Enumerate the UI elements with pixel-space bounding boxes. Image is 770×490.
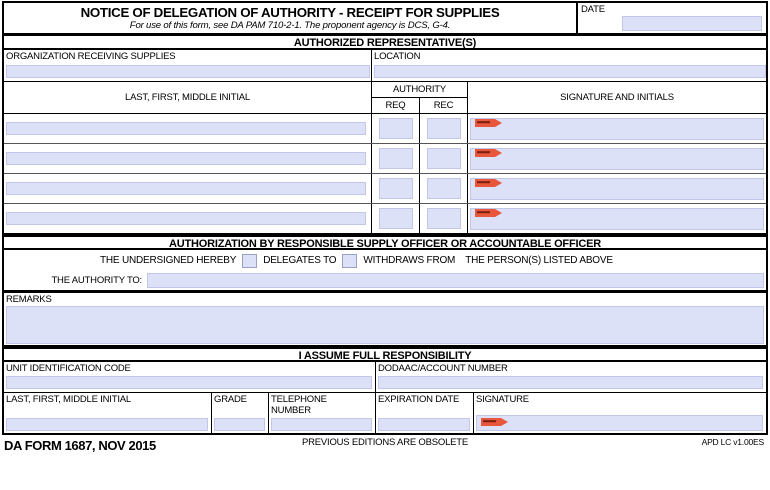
signer-name-label: LAST, FIRST, MIDDLE INITIAL <box>6 394 131 405</box>
row-signature-cell <box>468 144 766 173</box>
uic-label: UNIT IDENTIFICATION CODE <box>6 363 131 374</box>
form-title-bar <box>2 1 768 35</box>
withdraws-checkbox[interactable] <box>342 254 357 268</box>
responsibility-body <box>2 362 768 435</box>
row-signature-input[interactable] <box>470 118 764 140</box>
remarks-input[interactable] <box>6 306 764 344</box>
signature-field-wrap <box>470 118 764 140</box>
signature-tag-icon[interactable] <box>475 179 502 187</box>
row-signature-input[interactable] <box>470 208 764 230</box>
table-row <box>4 114 766 144</box>
authority-to-input[interactable] <box>147 273 764 288</box>
grade-cell <box>212 393 269 433</box>
dodaac-cell <box>376 362 766 392</box>
organization-cell <box>4 50 372 82</box>
row-rec-cell <box>420 144 468 173</box>
row-req-cell <box>372 204 420 233</box>
row-signature-cell <box>468 174 766 203</box>
authority-column-group <box>372 82 468 114</box>
row-name-input[interactable] <box>6 212 366 225</box>
expiration-date-input[interactable] <box>378 418 470 431</box>
row-rec-cell <box>420 174 468 203</box>
section-responsibility: I ASSUME FULL RESPONSIBILITY <box>2 347 768 362</box>
uic-cell <box>4 362 376 392</box>
grade-label: GRADE <box>214 394 247 405</box>
date-field-group <box>578 3 766 33</box>
signer-name-input[interactable] <box>6 418 208 431</box>
row-req-input[interactable] <box>379 178 413 199</box>
location-input[interactable] <box>374 65 766 78</box>
page-title: NOTICE OF DELEGATION OF AUTHORITY - RECEIPT FOR SUPPLIES <box>80 5 500 20</box>
undersigned-text: THE UNDERSIGNED HEREBY <box>100 255 237 266</box>
row-rec-cell <box>420 204 468 233</box>
expiration-date-cell <box>376 393 474 433</box>
uic-input[interactable] <box>6 376 372 389</box>
withdraws-label: WITHDRAWS FROM <box>363 255 456 266</box>
row-signature-cell <box>468 204 766 233</box>
page-subtitle: For use of this form, see DA PAM 710-2-1. The proponent agency is DCS, G-4. <box>129 20 451 31</box>
row-name-cell <box>4 144 372 173</box>
row-req-input[interactable] <box>379 208 413 229</box>
authority-to-label: THE AUTHORITY TO: <box>51 275 142 286</box>
location-label: LOCATION <box>374 51 421 62</box>
section-authorized-representatives: AUTHORIZED REPRESENTATIVE(S) <box>2 35 768 50</box>
location-cell <box>372 50 766 82</box>
signature-field-wrap <box>470 208 764 230</box>
row-req-cell <box>372 174 420 203</box>
signature-tag-icon[interactable] <box>475 149 502 157</box>
authority-to-row <box>4 271 766 290</box>
row-name-input[interactable] <box>6 152 366 165</box>
signature-field-wrap <box>470 178 764 200</box>
persons-listed-text: THE PERSON(S) LISTED ABOVE <box>465 255 613 266</box>
table-row <box>4 144 766 174</box>
section-authorization: AUTHORIZATION BY RESPONSIBLE SUPPLY OFFICER OR ACCOUNTABLE OFFICER <box>2 235 768 250</box>
signer-signature-input[interactable] <box>476 415 763 431</box>
obsolete-note: PREVIOUS EDITIONS ARE OBSOLETE <box>301 437 469 448</box>
org-location-table <box>2 50 768 82</box>
signer-name-cell <box>4 393 212 433</box>
date-input[interactable] <box>622 16 762 31</box>
table-row <box>4 204 766 233</box>
dodaac-label: DODAAC/ACCOUNT NUMBER <box>378 363 508 374</box>
delegates-checkbox[interactable] <box>242 254 257 268</box>
row-req-cell <box>372 144 420 173</box>
column-header-name: LAST, FIRST, MIDDLE INITIAL <box>4 82 372 114</box>
row-name-cell <box>4 114 372 143</box>
telephone-cell <box>269 393 376 433</box>
table-row <box>4 174 766 204</box>
representatives-table-header <box>2 82 768 114</box>
signature-tag-icon[interactable] <box>481 418 508 426</box>
row-rec-cell <box>420 114 468 143</box>
form-footer <box>2 435 768 453</box>
row-req-input[interactable] <box>379 148 413 169</box>
row-rec-input[interactable] <box>427 118 461 139</box>
row-name-cell <box>4 204 372 233</box>
remarks-section <box>2 292 768 347</box>
row-signature-input[interactable] <box>470 148 764 170</box>
authorization-body <box>2 250 768 292</box>
row-signature-cell <box>468 114 766 143</box>
column-header-rec: REC <box>420 98 468 114</box>
row-rec-input[interactable] <box>427 208 461 229</box>
representatives-rows <box>2 114 768 235</box>
signature-field-wrap <box>470 148 764 170</box>
form-title-block <box>4 3 578 33</box>
column-header-row <box>4 82 766 114</box>
row-rec-input[interactable] <box>427 148 461 169</box>
telephone-input[interactable] <box>271 418 372 431</box>
signer-row <box>4 393 766 433</box>
row-name-cell <box>4 174 372 203</box>
signature-tag-icon[interactable] <box>475 119 502 127</box>
form-id: DA FORM 1687, NOV 2015 <box>4 438 156 453</box>
org-location-row <box>4 50 766 82</box>
row-signature-input[interactable] <box>470 178 764 200</box>
grade-input[interactable] <box>214 418 265 431</box>
delegates-label: DELEGATES TO <box>263 255 337 266</box>
row-name-input[interactable] <box>6 182 366 195</box>
version-label: APD LC v1.00ES <box>701 437 764 447</box>
dodaac-input[interactable] <box>378 376 763 389</box>
telephone-label-line2: NUMBER <box>271 405 311 416</box>
signer-signature-cell <box>474 393 766 433</box>
footer-inner <box>2 437 768 455</box>
expiration-date-label: EXPIRATION DATE <box>378 394 460 405</box>
column-header-req: REQ <box>372 98 420 114</box>
date-label: DATE <box>581 4 605 15</box>
signer-signature-label: SIGNATURE <box>476 394 529 405</box>
signature-tag-icon[interactable] <box>475 209 502 217</box>
column-header-authority: AUTHORITY <box>372 82 468 98</box>
organization-input[interactable] <box>6 65 370 78</box>
row-rec-input[interactable] <box>427 178 461 199</box>
telephone-label-line1: TELEPHONE <box>271 394 327 405</box>
row-name-input[interactable] <box>6 122 366 135</box>
remarks-label: REMARKS <box>6 294 52 305</box>
row-req-cell <box>372 114 420 143</box>
column-header-signature: SIGNATURE AND INITIALS <box>468 82 766 114</box>
uic-dodaac-row <box>4 362 766 393</box>
row-req-input[interactable] <box>379 118 413 139</box>
signer-signature-wrap <box>476 415 763 431</box>
authorization-statement-row <box>4 250 766 271</box>
organization-label: ORGANIZATION RECEIVING SUPPLIES <box>6 51 176 62</box>
